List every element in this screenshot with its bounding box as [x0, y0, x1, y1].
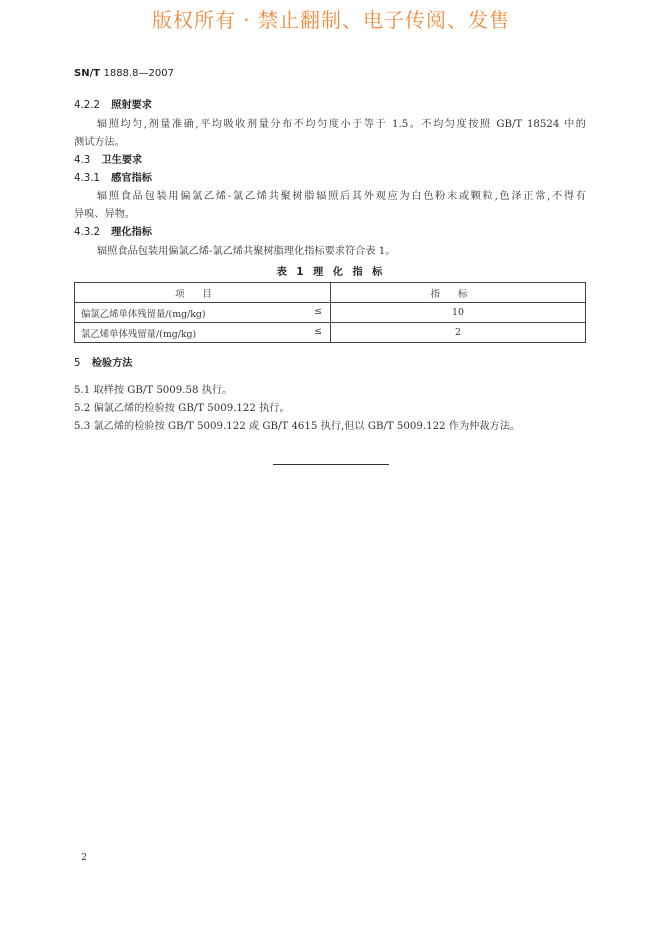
section-number: 4.3.2	[74, 227, 100, 238]
section-number: 4.3.1	[74, 173, 100, 184]
section-title: 检验方法	[91, 358, 133, 369]
section-heading-4-2-2	[74, 99, 152, 113]
table-header-row	[75, 283, 586, 303]
page-number: 2	[81, 852, 87, 863]
less-equal-symbol: ≤	[314, 325, 322, 337]
copyright-banner: 版权所有 · 禁止翻制、电子传阅、发售	[151, 8, 511, 32]
paragraph-line: 异嗅、异物。	[74, 209, 136, 220]
section-title: 感官指标	[111, 173, 152, 184]
table-header-value: 指标	[331, 283, 586, 303]
spec-table	[74, 282, 586, 343]
less-equal-symbol: ≤	[314, 305, 322, 317]
table-header-item: 项目	[75, 283, 331, 303]
section-heading-4-3-2	[74, 226, 152, 240]
section-heading-4-3	[74, 154, 142, 168]
end-divider	[273, 464, 389, 465]
section-number: 4.2.2	[74, 100, 100, 111]
table-cell-item	[75, 303, 331, 323]
section-title: 卫生要求	[101, 155, 143, 166]
table-cell-value: 2	[331, 323, 586, 343]
section-title: 照射要求	[111, 100, 152, 111]
item-label: 氯乙烯单体残留量/(mg/kg)	[81, 328, 197, 340]
section-heading-5	[74, 357, 132, 371]
table-cell-value: 10	[331, 303, 586, 323]
paragraph-line: 辐照均匀,剂量准确,平均吸收剂量分布不均匀度小于等于 1.5。不均匀度按照 GB/T 18524 中的	[97, 119, 586, 130]
standard-number	[74, 68, 174, 79]
paragraph-line-5-2: 5.2 偏氯乙烯的检验按 GB/T 5009.122 执行。	[74, 403, 290, 414]
item-label: 偏氯乙烯单体残留量/(mg/kg)	[81, 308, 206, 320]
paragraph-line: 辐照食品包装用偏氯乙烯-氯乙烯共聚树脂理化指标要求符合表 1。	[97, 246, 396, 257]
section-number: 5	[74, 358, 81, 369]
table-row	[75, 303, 586, 323]
section-heading-4-3-1	[74, 172, 152, 186]
standard-code: 1888.8—2007	[103, 68, 174, 79]
paragraph-line-5-3: 5.3 氯乙烯的检验按 GB/T 5009.122 或 GB/T 4615 执行,但以 GB/T 5009.122 作为仲裁方法。	[74, 421, 521, 432]
section-title: 理化指标	[111, 227, 152, 238]
table-row	[75, 323, 586, 343]
table-cell-item	[75, 323, 331, 343]
paragraph-line: 辐照食品包装用偏氯乙烯-氯乙烯共聚树脂辐照后其外观应为白色粉末或颗粒,色泽正常,不得有	[97, 191, 586, 202]
paragraph-line-5-1: 5.1 取样按 GB/T 5009.58 执行。	[74, 385, 233, 396]
standard-prefix: SN/T	[74, 68, 101, 79]
section-number: 4.3	[74, 155, 91, 166]
table-title: 表 1 理 化 指 标	[276, 267, 386, 278]
paragraph-line: 测试方法。	[74, 137, 125, 148]
